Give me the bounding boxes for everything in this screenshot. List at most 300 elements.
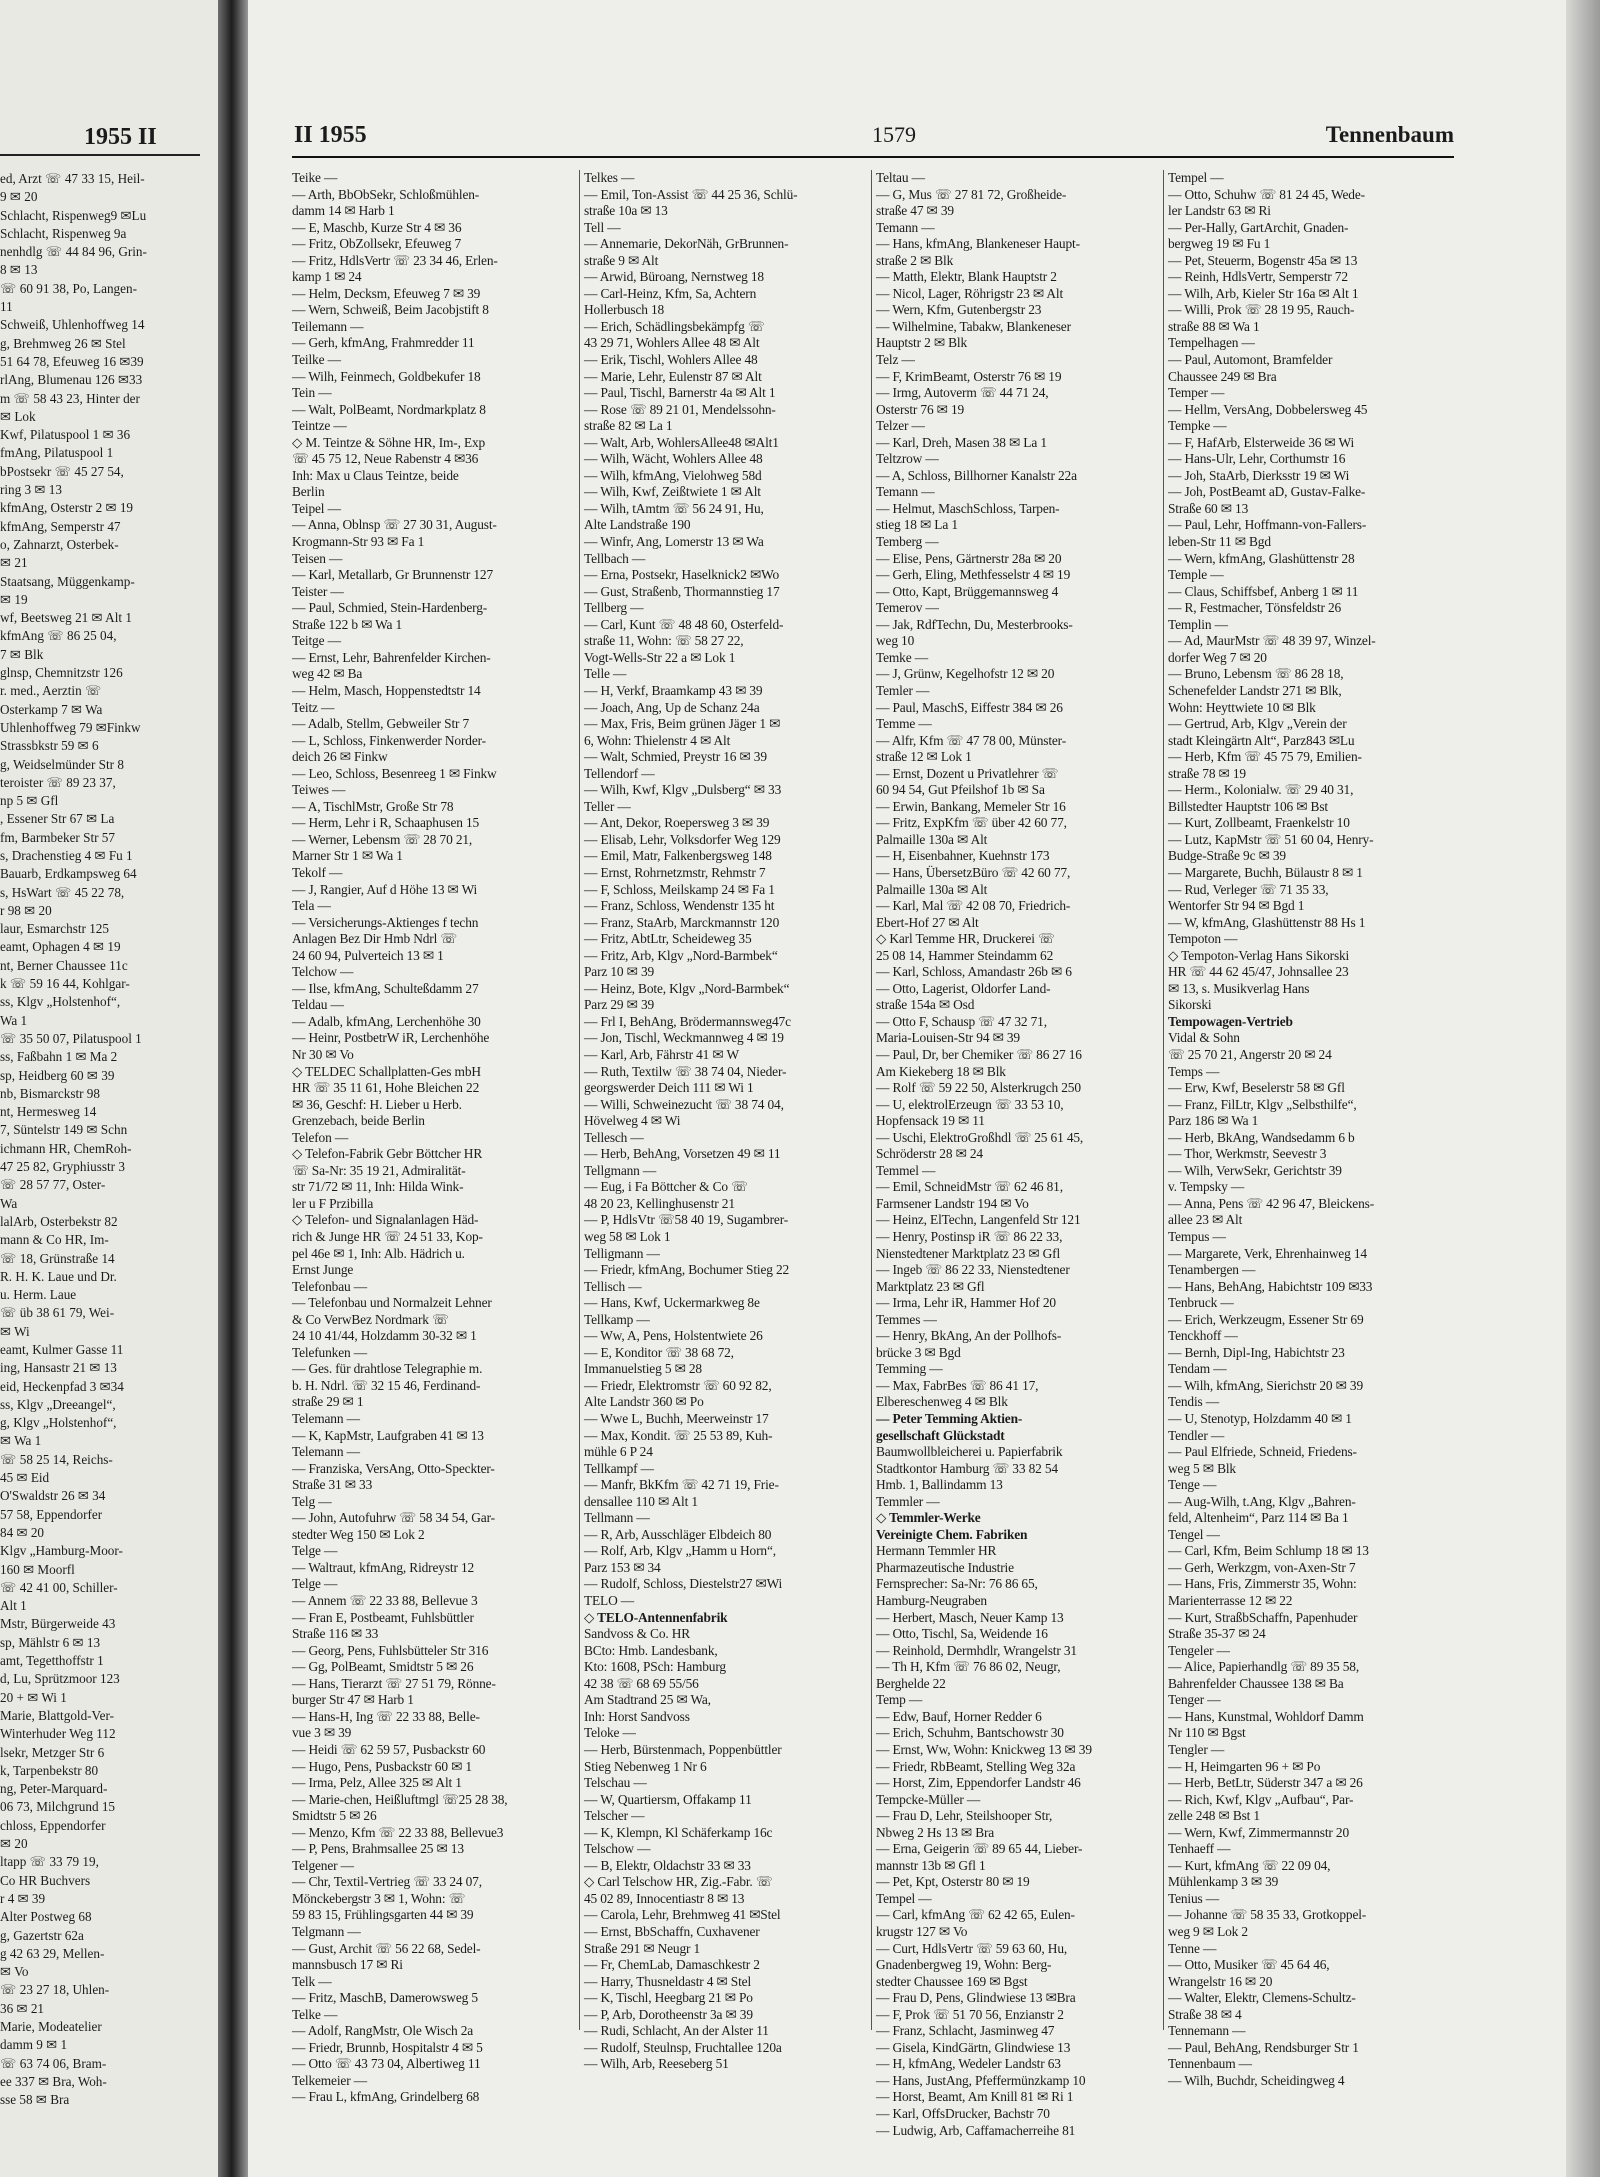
directory-entry-line: — Otto, Lagerist, Oldorfer Land- (876, 980, 1051, 996)
column-rule (1163, 170, 1164, 2030)
directory-entry-line: Am Stadtrand 25 ✉ Wa, (584, 1692, 711, 1708)
directory-entry-line: Tengler — (1168, 1741, 1225, 1757)
directory-entry-line: — Walter, Elektr, Clemens-Schultz- (1168, 1990, 1356, 2006)
left-page-line: kfmAng, Semperstr 47 (0, 518, 121, 534)
directory-entry-line: — Bruno, Lebensm ☏ 86 28 18, (1168, 666, 1344, 682)
left-page-line: , Essener Str 67 ✉ La (0, 811, 115, 827)
left-page-line: ☏ 18, Grünstraße 14 (0, 1250, 115, 1266)
left-page-line: Schweiß, Uhlenhoffweg 14 (0, 317, 145, 333)
book-gutter (218, 0, 248, 2177)
directory-entry-line: — Erik, Tischl, Wohlers Allee 48 (584, 352, 758, 368)
directory-entry-line: Tempel — (876, 1890, 932, 1906)
directory-entry-line: straße 2 ✉ Blk (876, 252, 954, 268)
directory-entry-line: — Hans, JustAng, Pfeffermünzkamp 10 (876, 2072, 1086, 2088)
directory-entry-line: feld, Altenheim“, Parz 114 ✉ Ba 1 (1168, 1510, 1349, 1526)
directory-entry-line: — Ernst, Rohrnetzmstr, Rehmstr 7 (584, 864, 766, 880)
directory-entry-line: deich 26 ✉ Finkw (292, 749, 388, 765)
directory-entry-line: — Herbert, Masch, Neuer Kamp 13 (876, 1609, 1064, 1625)
directory-entry-line: Tendler — (1168, 1427, 1225, 1443)
left-page-line: 51 64 78, Efeuweg 16 ✉39 (0, 353, 144, 369)
directory-entry-line: — Ludwig, Arb, Caffamacherreihe 81 (876, 2122, 1076, 2138)
left-page-line: nenhdlg ☏ 44 84 96, Grin- (0, 244, 147, 260)
directory-entry-line: Nr 30 ✉ Vo (292, 1046, 354, 1062)
directory-columns (292, 170, 1456, 2138)
directory-entry-line: Alte Landstraße 190 (584, 517, 691, 533)
directory-entry-line: Stieg Nebenweg 1 Nr 6 (584, 1758, 707, 1774)
directory-entry-line: Telligmann — (584, 1245, 660, 1261)
directory-entry-line: — Erich, Schädlingsbekämpfg ☏ (584, 318, 765, 334)
directory-entry-line: dorfer Weg 7 ✉ 20 (1168, 649, 1267, 665)
left-page-line: Marie, Blattgold-Ver- (0, 1707, 114, 1723)
left-page-line: wf, Beetsweg 21 ✉ Alt 1 (0, 610, 132, 626)
directory-entry-line: — Karl, Arb, Fährstr 41 ✉ W (584, 1046, 739, 1062)
directory-entry-line: — Franz, Schlacht, Jasminweg 47 (876, 2023, 1055, 2039)
directory-entry-line: Vereinigte Chem. Fabriken (876, 1526, 1028, 1542)
directory-entry-line: Teitge — (292, 633, 341, 649)
directory-entry-line: BCto: Hmb. Landesbank, (584, 1642, 718, 1658)
directory-entry-line: Teilke — (292, 352, 341, 368)
directory-entry-line: Hauptstr 2 ✉ Blk (876, 335, 968, 351)
directory-entry-line: — Herb, Bürstenmach, Poppenbüttler (584, 1741, 782, 1757)
directory-entry-line: — Uschi, ElektroGroßhdl ☏ 25 61 45, (876, 1129, 1084, 1145)
left-page-line: 7 ✉ Blk (0, 646, 44, 662)
left-page-line: ☏ 63 74 06, Bram- (0, 2055, 107, 2071)
directory-entry-line: rich & Junge HR ☏ 24 51 33, Kop- (292, 1229, 483, 1244)
directory-entry-line: — Wwe L, Buchh, Meerweinstr 17 (584, 1411, 769, 1427)
directory-entry-line: — Georg, Pens, Fuhlsbütteler Str 316 (292, 1642, 489, 1658)
directory-entry-line: — Wilh, Kwf, Klgv „Dulsberg“ ✉ 33 (584, 782, 782, 798)
directory-entry-line: brücke 3 ✉ Bgd (876, 1344, 961, 1360)
directory-entry-line: straße 88 ✉ Wa 1 (1168, 318, 1260, 334)
directory-entry-line: — Annemarie, DekorNäh, GrBrunnen- (584, 236, 789, 252)
directory-entry-line: Mühlenkamp 3 ✉ 39 (1168, 1874, 1279, 1890)
directory-entry-line: — Carl, Kfm, Beim Schlump 18 ✉ 13 (1168, 1543, 1369, 1559)
directory-entry-line: Teintze — (292, 418, 347, 434)
directory-entry-line: — Rich, Kwf, Klgv „Aufbau“, Par- (1168, 1791, 1354, 1807)
left-page-header (0, 118, 200, 156)
left-page-line: ltapp ☏ 33 79 19, (0, 1854, 99, 1870)
directory-entry-line: — Rolf ☏ 59 22 50, Alsterkrugch 250 (876, 1080, 1081, 1096)
directory-entry-line: — W, Quartiersm, Offakamp 11 (584, 1791, 752, 1807)
directory-entry-line: Kto: 1608, PSch: Hamburg (584, 1659, 726, 1675)
directory-entry-line: — Jon, Tischl, Weckmannweg 4 ✉ 19 (584, 1030, 784, 1046)
left-page-line: g, Gazertstr 62a (0, 1927, 84, 1943)
running-head: Tennenbaum (1325, 122, 1454, 147)
page-edge (1566, 0, 1600, 2177)
directory-entry-line: Straße 38 ✉ 4 (1168, 2006, 1242, 2022)
directory-entry-line: Anlagen Bez Dir Hmb Ndrl ☏ (292, 931, 457, 947)
directory-entry-line: — Per-Hally, GartArchit, Gnaden- (1168, 219, 1349, 235)
directory-entry-line: — Wern, Schweiß, Beim Jacobjstift 8 (292, 302, 489, 318)
directory-entry-line: Wohn: Heyttwiete 10 ✉ Blk (1168, 699, 1316, 715)
directory-entry-line: Telk — (292, 1973, 332, 1989)
directory-entry-line: Schröderstr 28 ✉ 24 (876, 1146, 983, 1162)
directory-entry-line: — Friedr, RbBeamt, Stelling Weg 32a (876, 1758, 1076, 1774)
directory-entry-line: — Rudolf, Schloss, Diestelstr27 ✉Wi (584, 1576, 783, 1592)
left-page-line: s, Drachenstieg 4 ✉ Fu 1 (0, 847, 133, 863)
directory-entry-line: — Gerh, kfmAng, Frahmredder 11 (292, 335, 475, 351)
directory-entry-line: Teike — (292, 170, 338, 185)
directory-entry-line: — F, KrimBeamt, Osterstr 76 ✉ 19 (876, 368, 1062, 384)
directory-entry-line: Telke — (292, 2006, 338, 2022)
left-page-line: sp, Mählstr 6 ✉ 13 (0, 1634, 101, 1650)
left-page-line: g, Weidselmünder Str 8 (0, 756, 124, 772)
directory-entry-line: Temmel — (876, 1162, 936, 1178)
directory-entry-line: Teller — (584, 798, 631, 814)
directory-entry-line: ☏ 45 75 12, Neue Rabenstr 4 ✉36 (292, 451, 479, 467)
directory-column-4 (1168, 170, 1452, 2088)
directory-entry-line: — Herm, Lehr i R, Schaaphusen 15 (292, 815, 480, 831)
directory-entry-line: Berlin (292, 484, 325, 500)
directory-entry-line: Hövelweg 4 ✉ Wi (584, 1113, 681, 1129)
directory-entry-line: straße 29 ✉ 1 (292, 1394, 364, 1410)
directory-entry-line: ☏ Sa-Nr: 35 19 21, Admiralität- (292, 1162, 466, 1178)
directory-entry-line: Straße 31 ✉ 33 (292, 1477, 373, 1493)
directory-entry-line: — Waltraut, kfmAng, Ridreystr 12 (292, 1559, 475, 1575)
directory-entry-line: — Wilh, Arb, Reeseberg 51 (584, 2056, 729, 2072)
directory-entry-line: — Erna, Postsekr, Haselknick2 ✉Wo (584, 567, 780, 583)
directory-entry-line: Fernsprecher: Sa-Nr: 76 86 65, (876, 1576, 1038, 1592)
directory-entry-line: — Fritz, MaschB, Damerowsweg 5 (292, 1990, 478, 2006)
directory-entry-line: — Ernst, Lehr, Bahrenfelder Kirchen- (292, 649, 491, 665)
directory-entry-line: — Frau D, Lehr, Steilshooper Str, (876, 1808, 1053, 1824)
directory-entry-line: — Joach, Ang, Up de Schanz 24a (584, 699, 760, 715)
left-page-line: Uhlenhoffweg 79 ✉Finkw (0, 719, 141, 735)
left-page-line: Winterhuder Weg 112 (0, 1726, 116, 1742)
directory-entry-line: Hamburg-Neugraben (876, 1593, 987, 1609)
directory-entry-line: Telemann — (292, 1444, 360, 1460)
directory-entry-line: — Telefonbau und Normalzeit Lehner (292, 1295, 492, 1311)
directory-entry-line: 42 38 ☏ 68 69 55/56 (584, 1675, 699, 1691)
left-page-line: Alter Postweg 68 (0, 1909, 92, 1925)
directory-entry-line: Hmb. 1, Ballindamm 13 (876, 1477, 1003, 1493)
directory-entry-line: — Joh, PostBeamt aD, Gustav-Falke- (1168, 484, 1366, 500)
directory-entry-line: — Elisab, Lehr, Volksdorfer Weg 129 (584, 831, 781, 847)
directory-entry-line: kamp 1 ✉ 24 (292, 269, 362, 285)
directory-entry-line: straße 12 ✉ Lok 1 (876, 749, 972, 765)
directory-entry-line: Sandvoss & Co. HR (584, 1626, 691, 1642)
directory-entry-line: Inh: Max u Claus Teintze, beide (292, 467, 459, 483)
directory-entry-line: Tempoton — (1168, 931, 1238, 947)
directory-entry-line: — Rud, Verleger ☏ 71 35 33, (1168, 881, 1329, 897)
directory-entry-line: — Willi, Prok ☏ 28 19 95, Rauch- (1168, 302, 1355, 318)
left-page-line: lalArb, Osterbekstr 82 (0, 1213, 118, 1229)
left-page-line: ☏ 28 57 77, Oster- (0, 1177, 106, 1193)
left-page-line: np 5 ✉ Gfl (0, 793, 59, 809)
directory-entry-line: stedter Chaussee 169 ✉ Bgst (876, 1973, 1028, 1989)
directory-entry-line: — Rudolf, Steulnsp, Fruchtallee 120a (584, 2039, 782, 2055)
left-page-line: ed, Arzt ☏ 47 33 15, Heil- (0, 171, 145, 186)
directory-entry-line: — Kurt, StraßbSchaffn, Papenhuder (1168, 1609, 1358, 1625)
left-page-line: sp, Heidberg 60 ✉ 39 (0, 1067, 115, 1083)
directory-entry-line: — Herb, Kfm ☏ 45 75 79, Emilien- (1168, 749, 1362, 765)
directory-entry-line: Temberg — (876, 534, 939, 550)
left-page-line: ✉ Lok (0, 408, 36, 424)
directory-entry-line: — Heinr, PostbetrW iR, Lerchenhöhe (292, 1030, 490, 1046)
left-page-line: Wa 1 (0, 1012, 28, 1028)
directory-entry-line: Temp — (876, 1692, 923, 1708)
directory-entry-line: weg 9 ✉ Lok 2 (1168, 1923, 1248, 1939)
directory-entry-line: 25 08 14, Hammer Steindamm 62 (876, 947, 1054, 963)
directory-entry-line: — K, KapMstr, Laufgraben 41 ✉ 13 (292, 1427, 484, 1443)
directory-entry-line: straße 154a ✉ Osd (876, 997, 975, 1013)
directory-entry-line: ◇ TELO-Antennenfabrik (584, 1609, 728, 1625)
directory-entry-line: — Paul, Schmied, Stein-Hardenberg- (292, 600, 488, 616)
directory-entry-line: Tendam — (1168, 1361, 1227, 1377)
directory-entry-line: — Joh, StaArb, Dierksstr 19 ✉ Wi (1168, 467, 1350, 483)
directory-entry-line: — Paul, Dr, ber Chemiker ☏ 86 27 16 (876, 1046, 1082, 1062)
directory-entry-line: — H, Eisenbahner, Kuehnstr 173 (876, 848, 1050, 864)
left-page-line: bPostsekr ☏ 45 27 54, (0, 463, 124, 479)
directory-entry-line: 45 02 89, Innocentiastr 8 ✉ 13 (584, 1890, 745, 1906)
directory-entry-line: Gnadenbergweg 19, Wohn: Berg- (876, 1957, 1052, 1973)
directory-entry-line: Temming — (876, 1361, 943, 1377)
directory-entry-line: — Helmut, MaschSchloss, Tarpen- (876, 500, 1060, 516)
left-page-line: chloss, Eppendorfer (0, 1817, 106, 1833)
left-page-line: ng, Peter-Marquard- (0, 1781, 108, 1797)
left-page-line: g 42 63 29, Mellen- (0, 1945, 105, 1961)
column-rule (871, 170, 872, 2030)
directory-entry-line: 60 94 54, Gut Pfeilshof 1b ✉ Sa (876, 782, 1045, 798)
directory-entry-line: Palmaille 130a ✉ Alt (876, 881, 988, 897)
directory-entry-line: — Franz, FilLtr, Klgv „Selbsthilfe“, (1168, 1096, 1357, 1112)
directory-entry-line: Tela — (292, 898, 331, 914)
directory-entry-line: Baumwollbleicherei u. Papierfabrik (876, 1444, 1063, 1460)
directory-entry-line: Teiwes — (292, 782, 346, 798)
directory-entry-line: — Alice, Papierhandlg ☏ 89 35 58, (1168, 1659, 1360, 1675)
directory-entry-line: — Otto ☏ 43 73 04, Albertiweg 11 (292, 2056, 481, 2072)
directory-entry-line: — Karl, Dreh, Masen 38 ✉ La 1 (876, 434, 1047, 450)
directory-entry-line: — Erna, Geigerin ☏ 89 65 44, Lieber- (876, 1841, 1083, 1857)
directory-entry-line: Marner Str 1 ✉ Wa 1 (292, 848, 403, 864)
directory-entry-line: Tengel — (1168, 1526, 1220, 1542)
directory-entry-line: Tempke — (1168, 418, 1227, 434)
directory-entry-line: — Herb, BkAng, Wandsedamm 6 b (1168, 1129, 1355, 1145)
directory-entry-line: — Fritz, ObZollsekr, Efeuweg 7 (292, 236, 462, 252)
directory-entry-line: — Herb, BehAng, Vorsetzen 49 ✉ 11 (584, 1146, 781, 1162)
left-page-line: 84 ✉ 20 (0, 1524, 45, 1540)
left-page-line: ss, Klgv „Holstenhof“, (0, 994, 121, 1010)
directory-column-1 (292, 170, 576, 2105)
left-page-line: 160 ✉ Moorfl (0, 1561, 75, 1577)
left-page-line: 06 73, Milchgrund 15 (0, 1799, 116, 1815)
directory-entry-line: — Rudi, Schlacht, An der Alster 11 (584, 2023, 769, 2039)
directory-entry-line: — Horst, Beamt, Am Knill 81 ✉ Ri 1 (876, 2089, 1074, 2105)
directory-entry-line: Tellendorf — (584, 765, 655, 781)
directory-entry-line: — Ant, Dekor, Roepersweg 3 ✉ 39 (584, 815, 770, 831)
left-page-line: o, Zahnarzt, Osterbek- (0, 536, 119, 552)
directory-entry-line: — Elise, Pens, Gärtnerstr 28a ✉ 20 (876, 550, 1062, 566)
directory-entry-line: Tellkampf — (584, 1460, 654, 1476)
left-page-line: ichmann HR, ChemRoh- (0, 1140, 132, 1156)
directory-entry-line: Ernst Junge (292, 1262, 354, 1278)
directory-entry-line: mühle 6 P 24 (584, 1444, 653, 1460)
directory-entry-line: — Adalb, Stellm, Gebweiler Str 7 (292, 716, 470, 732)
directory-entry-line: Teloke — (584, 1725, 636, 1741)
directory-entry-line: Am Kiekeberg 18 ✉ Blk (876, 1063, 1006, 1079)
directory-entry-line: — Irma, Lehr iR, Hammer Hof 20 (876, 1295, 1056, 1311)
left-page-line: r 98 ✉ 20 (0, 902, 52, 918)
left-page-line: O'Swaldstr 26 ✉ 34 (0, 1488, 106, 1504)
directory-entry-line: — Walt, Schmied, Preystr 16 ✉ 39 (584, 749, 767, 765)
directory-entry-line: — Annem ☏ 22 33 88, Bellevue 3 (292, 1593, 478, 1609)
directory-entry-line: b. H. Ndrl. ☏ 32 15 46, Ferdinand- (292, 1377, 481, 1393)
directory-entry-line: gesellschaft Glückstadt (876, 1427, 1005, 1443)
directory-entry-line: ◇ Carl Telschow HR, Zig.-Fabr. ☏ (584, 1874, 773, 1890)
directory-entry-line: str 71/72 ✉ 11, Inh: Hilda Wink- (292, 1179, 464, 1195)
directory-entry-line: Berghelde 22 (876, 1675, 946, 1691)
left-page-line: g, Klgv „Holstenhof“, (0, 1415, 117, 1431)
directory-entry-line: — Herm., Kolonialw. ☏ 29 40 31, (1168, 782, 1354, 798)
directory-entry-line: — Reinhold, Dermhdlr, Wrangelstr 31 (876, 1642, 1077, 1658)
directory-entry-line: Tellberg — (584, 600, 644, 616)
directory-entry-line: Tellisch — (584, 1278, 642, 1294)
directory-entry-line: — Frau L, kfmAng, Grindelberg 68 (292, 2089, 480, 2105)
directory-entry-line: — John, Autofuhrw ☏ 58 34 54, Gar- (292, 1510, 495, 1526)
directory-entry-line: — Ernst, BbSchaffn, Cuxhavener (584, 1923, 760, 1939)
left-page-line: 9 ✉ 20 (0, 189, 38, 205)
left-page-line: ☏ 35 50 07, Pilatuspool 1 (0, 1030, 142, 1046)
directory-entry-line: — Wern, Kwf, Zimmermannstr 20 (1168, 1824, 1350, 1840)
left-page-line: ☏ üb 38 61 79, Wei- (0, 1305, 115, 1321)
directory-entry-line: — Erw, Kwf, Beselerstr 58 ✉ Gfl (1168, 1080, 1345, 1096)
directory-entry-line: Tennemann — (1168, 2023, 1246, 2039)
directory-entry-line: — Irmg, Autoverm ☏ 44 71 24, (876, 385, 1049, 401)
directory-entry-line: — Gg, PolBeamt, Smidtstr 5 ✉ 26 (292, 1659, 474, 1675)
directory-entry-line: Teldau — (292, 997, 344, 1013)
directory-entry-line: Telkes — (584, 170, 635, 185)
left-page-line: ✉ 19 (0, 591, 28, 607)
directory-entry-line: — Peter Temming Aktien- (876, 1411, 1023, 1427)
left-page-line: Osterkamp 7 ✉ Wa (0, 701, 103, 717)
left-page-line: k, Tarpenbekstr 80 (0, 1762, 99, 1778)
directory-entry-line: Tennenbaum — (1168, 2056, 1252, 2072)
directory-entry-line: Telschow — (584, 1841, 651, 1857)
left-page-line: ing, Hansastr 21 ✉ 13 (0, 1360, 117, 1376)
directory-entry-line: straße 10a ✉ 13 (584, 203, 668, 219)
directory-entry-line: & Co VerwBez Nordmark ☏ (292, 1311, 449, 1327)
directory-entry-line: weg 10 (876, 633, 915, 649)
left-page-line: u. Herm. Laue (0, 1287, 77, 1303)
directory-entry-line: — Jak, RdfTechn, Du, Mesterbrooks- (876, 616, 1073, 632)
directory-entry-line: ✉ 36, Geschf: H. Lieber u Herb. (292, 1096, 462, 1112)
directory-entry-line: Templin — (1168, 616, 1228, 632)
directory-entry-line: — Frl I, BehAng, Brödermannsweg47c (584, 1013, 791, 1029)
directory-entry-line: — Wilh, VerwSekr, Gerichtstr 39 (1168, 1162, 1342, 1178)
directory-entry-line: — Fritz, AbtLtr, Scheideweg 35 (584, 931, 752, 947)
directory-entry-line: Tein — (292, 385, 332, 401)
directory-entry-line: — Friedr, Elektromstr ☏ 60 92 82, (584, 1377, 772, 1393)
directory-entry-line: — Paul, BehAng, Rendsburger Str 1 (1168, 2039, 1359, 2055)
directory-entry-line: — Ruth, Textilw ☏ 38 74 04, Nieder- (584, 1063, 787, 1079)
left-page-line: Mstr, Bürgerweide 43 (0, 1616, 116, 1632)
page-number: 1579 (872, 122, 916, 147)
header-year-label: II 1955 (294, 122, 367, 148)
directory-entry-line: Nr 110 ✉ Bgst (1168, 1725, 1246, 1741)
directory-entry-line: Vidal & Sohn (1168, 1030, 1240, 1046)
left-page-line: Staatsang, Müggenkamp- (0, 573, 135, 589)
directory-entry-line: Stadtkontor Hamburg ☏ 33 82 54 (876, 1460, 1058, 1476)
directory-entry-line: Teitz — (292, 699, 335, 715)
directory-entry-line: — Hans, BehAng, Habichtstr 109 ✉33 (1168, 1278, 1373, 1294)
left-page-line: ✉ 20 (0, 1836, 28, 1852)
left-page-line: ✉ Vo (0, 1964, 29, 1980)
directory-entry-line: ◇ TELDEC Schallplatten-Ges mbH (292, 1063, 481, 1079)
directory-entry-line: 48 20 23, Kellinghusenstr 21 (584, 1195, 735, 1211)
directory-entry-line: mannstr 13b ✉ Gfl 1 (876, 1857, 986, 1873)
directory-entry-line: — Curt, HdlsVertr ☏ 59 63 60, Hu, (876, 1940, 1068, 1956)
left-page-line: nt, Berner Chaussee 11c (0, 957, 128, 973)
directory-entry-line: Palmaille 130a ✉ Alt (876, 831, 988, 847)
directory-entry-line: — Max, Kondit. ☏ 25 53 89, Kuh- (584, 1427, 773, 1443)
directory-entry-line: Tenger — (1168, 1692, 1221, 1708)
directory-entry-line: Tempcke-Müller — (876, 1791, 981, 1807)
directory-entry-line: — Hans, Kwf, Uckermarkweg 8e (584, 1295, 760, 1311)
directory-entry-line: — Adolf, RangMstr, Ole Wisch 2a (292, 2023, 474, 2039)
left-page-line: amt, Tegetthoffstr 1 (0, 1653, 104, 1669)
directory-entry-line: — Edw, Bauf, Horner Redder 6 (876, 1708, 1042, 1724)
directory-entry-line: — Johanne ☏ 58 35 33, Grotkoppel- (1168, 1907, 1367, 1923)
directory-entry-line: — L, Schloss, Finkenwerder Norder- (292, 732, 486, 748)
left-page-line: 8 ✉ 13 (0, 262, 38, 278)
directory-entry-line: — Rose ☏ 89 21 01, Mendelssohn- (584, 401, 776, 417)
directory-entry-line: Teltzrow — (876, 451, 939, 467)
directory-entry-line: — F, HafArb, Elsterweide 36 ✉ Wi (1168, 434, 1355, 450)
left-page-line: 11 (0, 299, 13, 315)
directory-column-2 (584, 170, 868, 2072)
directory-entry-line: zelle 248 ✉ Bst 1 (1168, 1808, 1260, 1824)
directory-entry-line: — P, Arb, Dorotheenstr 3a ✉ 39 (584, 2006, 753, 2022)
directory-entry-line: — Thor, Werkmstr, Seevestr 3 (1168, 1146, 1327, 1162)
directory-entry-line: — Gerh, Eling, Methfesselstr 4 ✉ 19 (876, 567, 1071, 583)
directory-entry-line: — Lutz, KapMstr ☏ 51 60 04, Henry- (1168, 831, 1374, 847)
left-page-line: Bauarb, Erdkampsweg 64 (0, 866, 137, 882)
directory-entry-line: Temerov — (876, 600, 939, 616)
directory-entry-line: — Karl, Mal ☏ 42 08 70, Friedrich- (876, 898, 1071, 914)
directory-entry-line: — H, kfmAng, Wedeler Landstr 63 (876, 2056, 1061, 2072)
directory-entry-line: — K, Tischl, Heegbarg 21 ✉ Po (584, 1990, 753, 2006)
left-page-header-label: 1955 II (84, 124, 157, 150)
directory-entry-line: — E, Konditor ☏ 38 68 72, (584, 1344, 734, 1360)
directory-entry-line: — Bernh, Dipl-Ing, Habichtstr 23 (1168, 1344, 1345, 1360)
directory-entry-line: — Karl, Metallarb, Gr Brunnenstr 127 (292, 567, 493, 583)
directory-entry-line: Tempel — (1168, 170, 1224, 185)
directory-entry-line: — Karl, OffsDrucker, Bachstr 70 (876, 2105, 1050, 2121)
directory-entry-line: — Alfr, Kfm ☏ 47 78 00, Münster- (876, 732, 1067, 748)
directory-entry-line: — Hans-H, Ing ☏ 22 33 88, Belle- (292, 1708, 480, 1724)
directory-entry-line: — Wern, Kfm, Gutenbergstr 23 (876, 302, 1042, 318)
directory-entry-line: — F, Schloss, Meilskamp 24 ✉ Fa 1 (584, 881, 775, 897)
directory-entry-line: — Leo, Schloss, Besenreeg 1 ✉ Finkw (292, 765, 497, 781)
directory-entry-line: Parz 10 ✉ 39 (584, 964, 655, 980)
directory-entry-line: Temple — (1168, 567, 1224, 583)
directory-column-3 (876, 170, 1160, 2138)
directory-entry-line: v. Tempsky — (1168, 1179, 1245, 1195)
left-page-line: R. H. K. Laue und Dr. (0, 1268, 117, 1284)
directory-entry-line: Parz 186 ✉ Wa 1 (1168, 1113, 1259, 1129)
directory-entry-line: — W, kfmAng, Glashüttenstr 88 Hs 1 (1168, 914, 1366, 930)
directory-entry-line: Tellkamp — (584, 1311, 650, 1327)
directory-entry-line: Teilemann — (292, 318, 364, 334)
directory-entry-line: — A, TischlMstr, Große Str 78 (292, 798, 454, 814)
directory-entry-line: — Wilh, tAmtm ☏ 56 24 91, Hu, (584, 500, 764, 516)
directory-entry-line: Straße 122 b ✉ Wa 1 (292, 616, 403, 632)
directory-entry-line: — Anna, Oblnsp ☏ 27 30 31, August- (292, 517, 497, 533)
directory-entry-line: — Fritz, Arb, Klgv „Nord-Barmbek“ (584, 947, 778, 963)
directory-entry-line: straße 11, Wohn: ☏ 58 27 22, (584, 633, 744, 649)
directory-entry-line: ☏ 25 70 21, Angerstr 20 ✉ 24 (1168, 1046, 1332, 1062)
directory-entry-line: Chaussee 249 ✉ Bra (1168, 368, 1277, 384)
